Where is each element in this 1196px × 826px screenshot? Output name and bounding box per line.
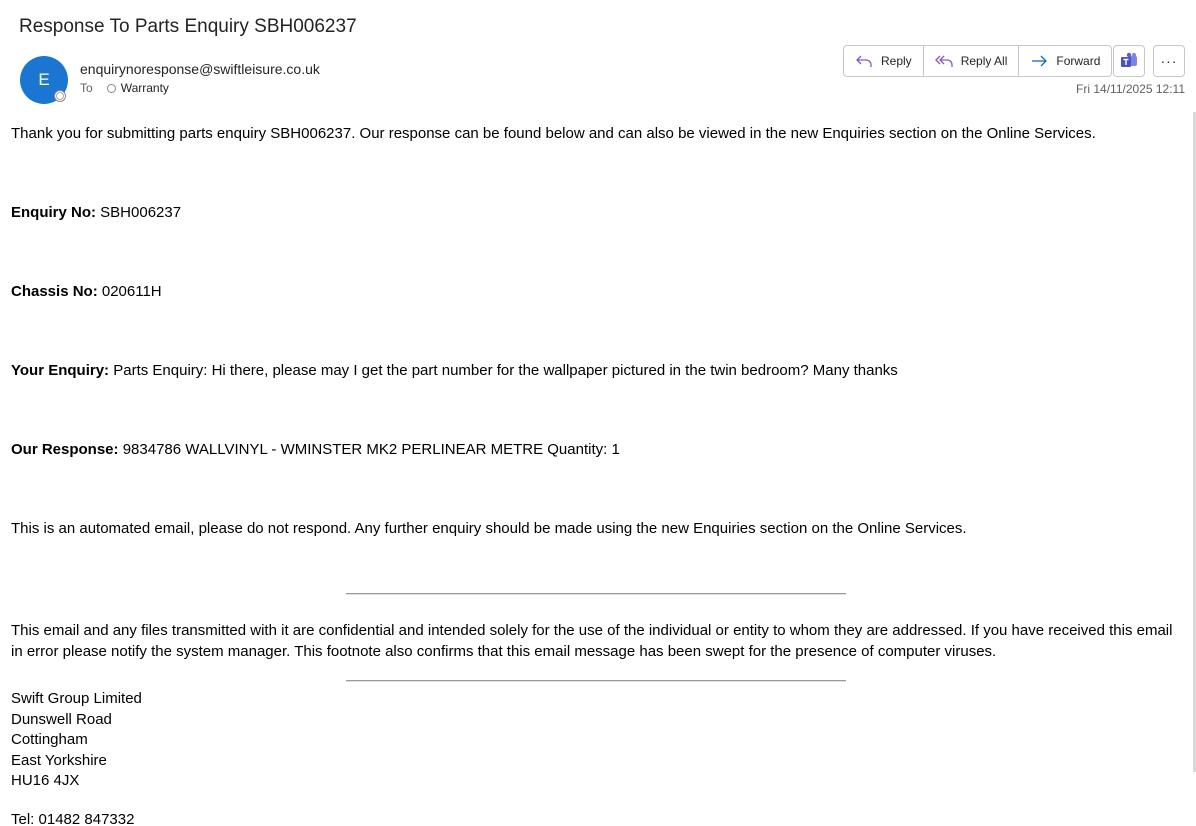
disclaimer-text: This email and any files transmitted with it are confidential and intended solely for the use of the individual or entity to whom they are addressed. If you have received this email in error please notify the system manager. This footnote also confirms that this email message has been swept for the presence of computer viruses.	[11, 622, 1173, 660]
your-enquiry-value: Parts Enquiry: Hi there, please may I get the part number for the wallpaper pictured in the twin bedroom? Many thanks	[109, 362, 898, 379]
your-enquiry-label: Your Enquiry:	[11, 362, 110, 379]
divider-top	[346, 593, 846, 595]
sent-timestamp: Fri 14/11/2025 12:11	[1076, 82, 1185, 96]
email-body	[11, 124, 1187, 539]
reply-all-icon	[935, 54, 953, 68]
enquiry-no-line	[11, 203, 1187, 223]
more-actions-button[interactable]	[1153, 45, 1185, 77]
your-enquiry-line	[11, 361, 1187, 381]
avatar-initial: E	[38, 70, 50, 89]
email-subject: Response To Parts Enquiry SBH006237	[19, 16, 357, 37]
teams-chat-button[interactable]	[1113, 45, 1145, 77]
sender-address[interactable]: enquirynoresponse@swiftleisure.co.uk	[80, 61, 320, 77]
presence-status-icon	[54, 90, 66, 102]
message-actions	[843, 45, 1112, 77]
address-line: Cottingham	[11, 731, 88, 748]
reply-all-label: Reply All	[960, 54, 1008, 68]
telephone: Tel: 01482 847332	[11, 810, 135, 826]
disclaimer-block	[11, 620, 1187, 662]
forward-label: Forward	[1056, 54, 1101, 68]
enquiry-no-label: Enquiry No:	[11, 204, 96, 221]
reply-button[interactable]	[844, 46, 923, 76]
divider-bottom	[346, 680, 846, 682]
company-address	[11, 689, 1187, 826]
our-response-line	[11, 440, 1187, 460]
our-response-value: 9834786 WALLVINYL - WMINSTER MK2 PERLINEAR METRE Quantity: 1	[118, 441, 620, 458]
reply-all-button[interactable]	[923, 46, 1019, 76]
reply-label: Reply	[881, 54, 912, 68]
teams-icon	[1120, 52, 1138, 70]
address-line: Swift Group Limited	[11, 690, 142, 707]
address-line: HU16 4JX	[11, 772, 80, 789]
recipient-name[interactable]: Warranty	[120, 81, 169, 95]
address-line: Dunswell Road	[11, 710, 112, 728]
enquiry-no-value: SBH006237	[96, 204, 182, 221]
address-line: East Yorkshire	[11, 751, 107, 769]
reply-icon	[855, 54, 873, 68]
forward-button[interactable]	[1018, 46, 1111, 76]
our-response-label: Our Response:	[11, 441, 119, 458]
automated-notice: This is an automated email, please do not respond. Any further enquiry should be made using the new Enquiries section on the Online Services.	[11, 520, 967, 537]
recipient-status-icon	[107, 84, 116, 93]
chassis-no-label: Chassis No:	[11, 283, 98, 300]
intro-paragraph: Thank you for submitting parts enquiry SBH006237. Our response can be found below and can also be viewed in the new Enquiries section on the Online Services.	[11, 125, 1096, 142]
forward-icon	[1030, 54, 1048, 68]
chassis-no-value: 020611H	[97, 283, 162, 300]
chassis-no-line	[11, 282, 1187, 302]
more-icon: ···	[1160, 53, 1178, 69]
recipient-line	[80, 81, 169, 95]
to-label: To	[80, 81, 93, 95]
